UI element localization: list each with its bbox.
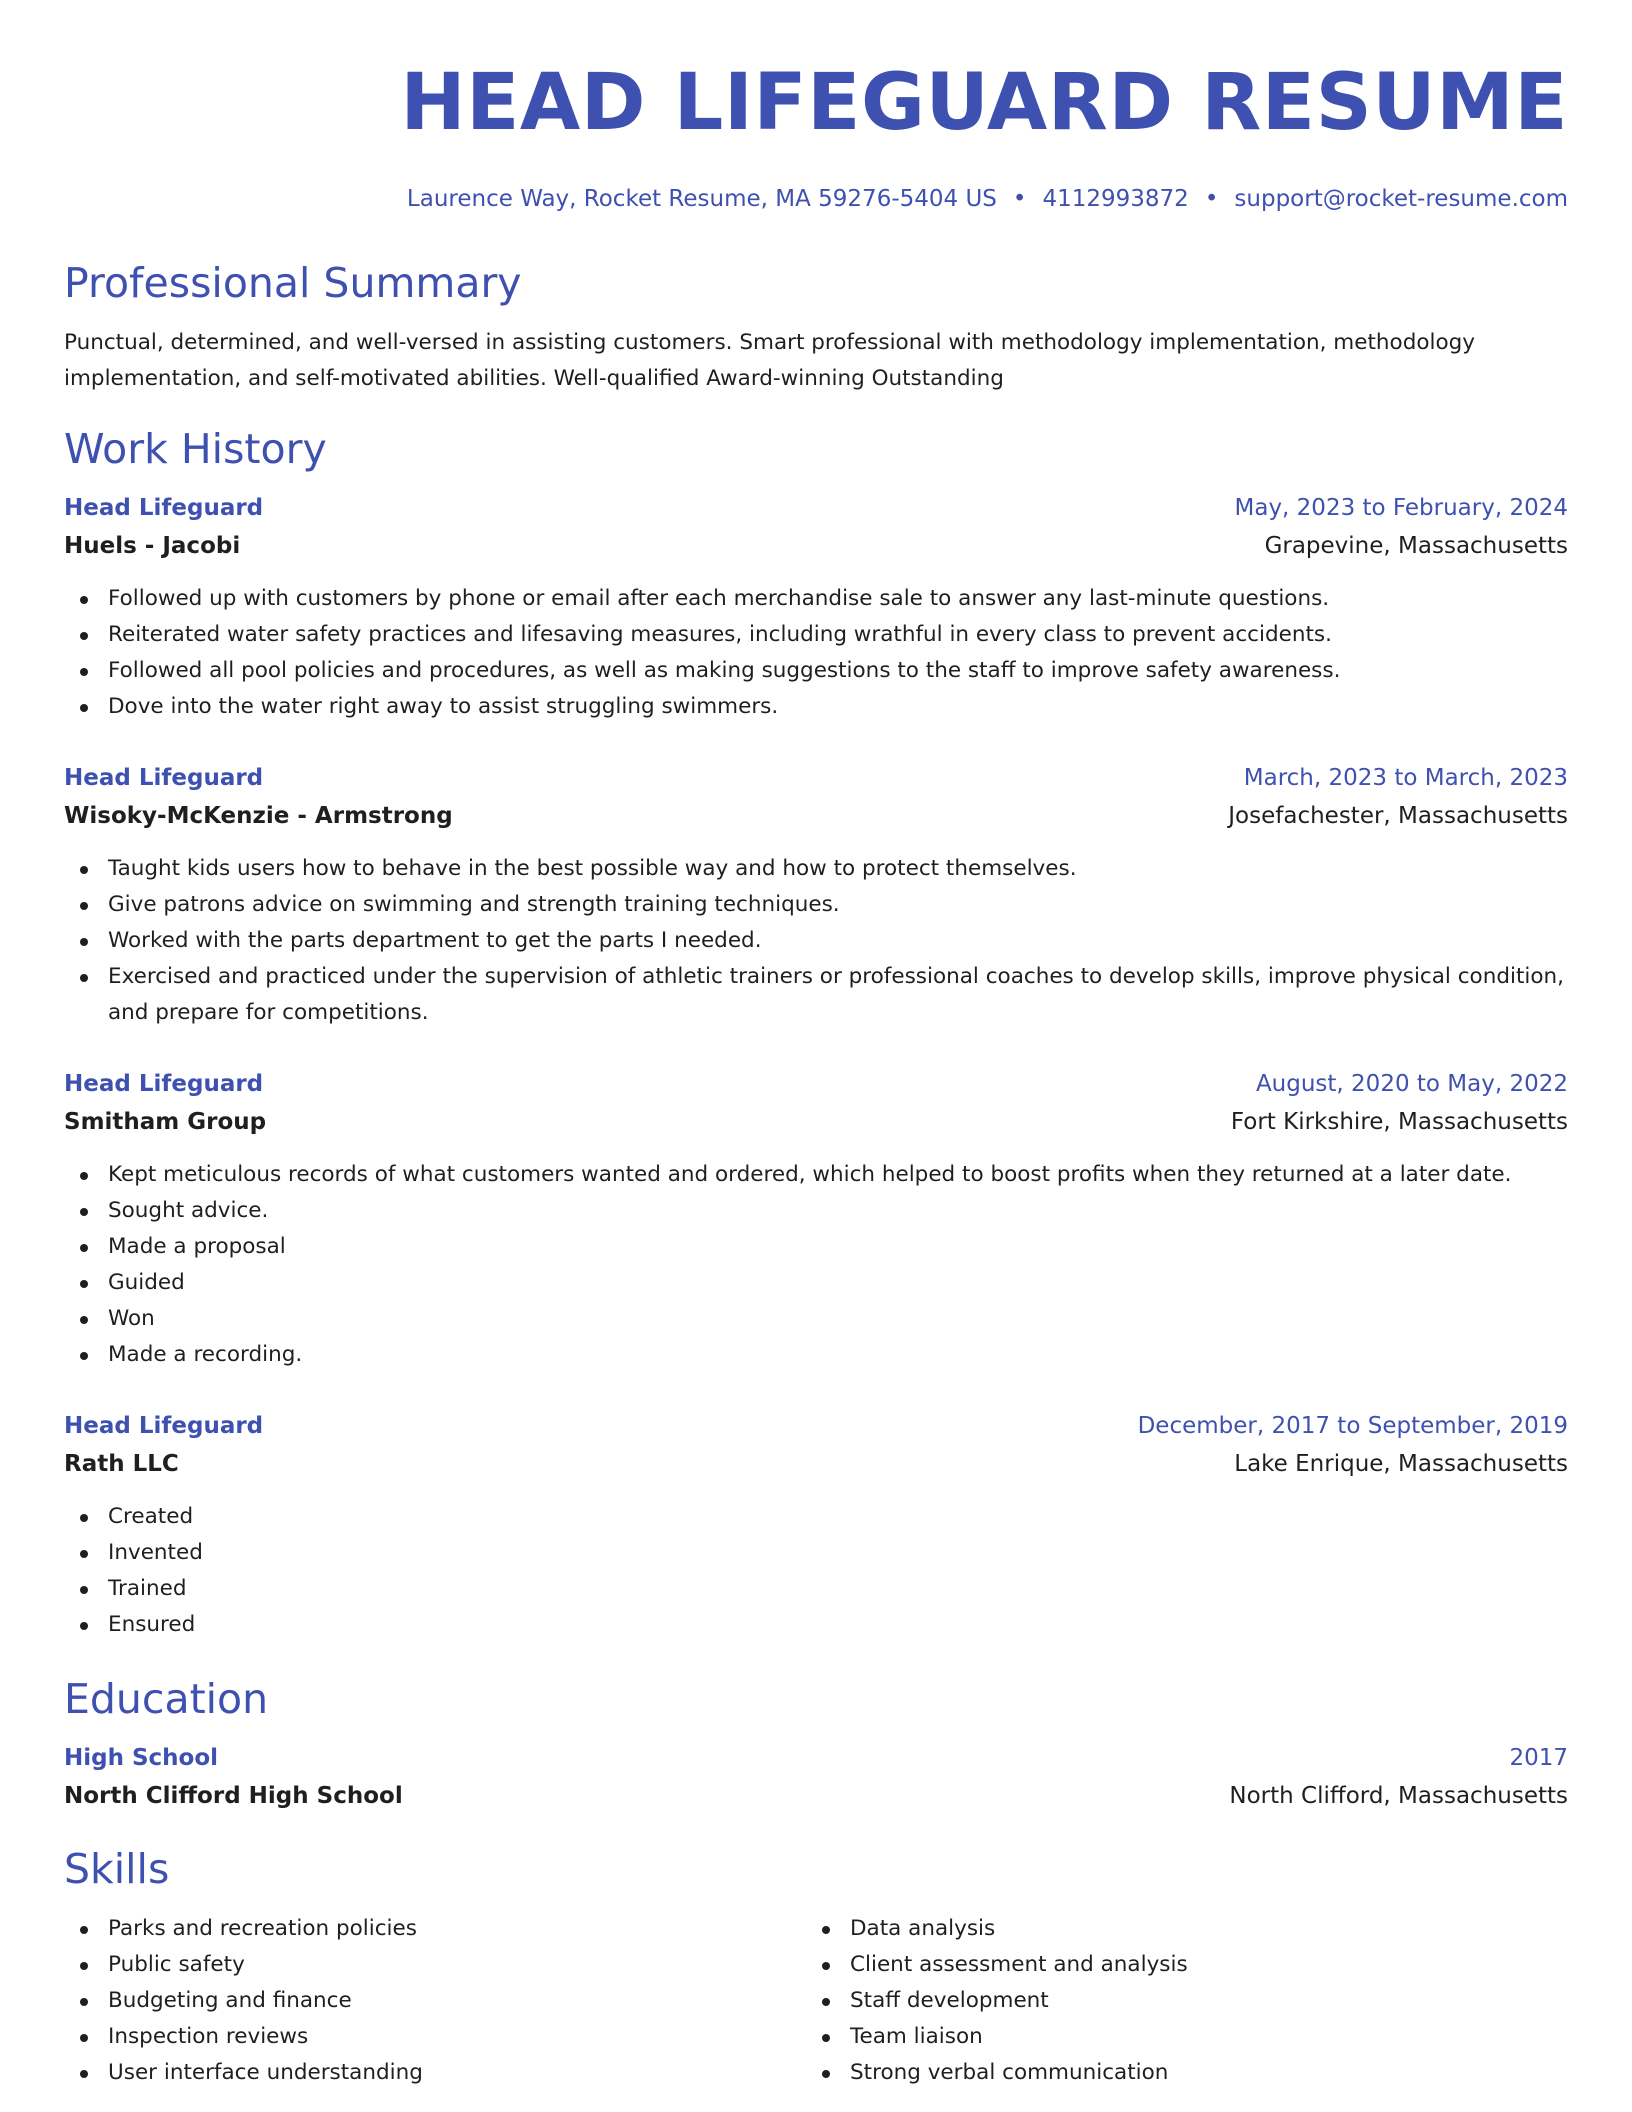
job-header <box>64 1407 1568 1445</box>
section-title-education: Education <box>64 1675 269 1723</box>
job-entry <box>64 759 1568 1031</box>
job-company-row <box>64 1103 1568 1141</box>
job-company: Wisoky-McKenzie - Armstrong <box>64 803 453 829</box>
job-bullet: Taught kids users how to behave in the best possible way and how to protect themselves. <box>64 851 1568 887</box>
skills-bullets <box>64 1911 806 2091</box>
job-bullets <box>64 851 1568 1031</box>
job-bullet: Kept meticulous records of what customers wanted and ordered, which helped to boost profits when they returned at a later date. <box>64 1157 1568 1193</box>
skill-item: Client assessment and analysis <box>806 1947 1548 1983</box>
job-header <box>64 489 1568 527</box>
skills-bullets <box>806 1911 1548 2091</box>
job-location: Lake Enrique, Massachusetts <box>1234 1451 1568 1477</box>
job-bullet: Invented <box>64 1535 1568 1571</box>
education-degree: High School <box>64 1745 219 1771</box>
job-bullet: Dove into the water right away to assist struggling swimmers. <box>64 689 1568 725</box>
education-school-row <box>64 1777 1568 1815</box>
contact-address: Laurence Way, Rocket Resume, MA 59276-5404 US <box>406 186 997 212</box>
job-bullets <box>64 1157 1568 1373</box>
skill-item: Data analysis <box>806 1911 1548 1947</box>
job-company: Huels - Jacobi <box>64 533 241 559</box>
job-dates: December, 2017 to September, 2019 <box>1137 1413 1568 1439</box>
education-year: 2017 <box>1509 1745 1568 1771</box>
section-title-summary: Professional Summary <box>64 259 522 307</box>
job-role: Head Lifeguard <box>64 765 264 791</box>
job-header <box>64 1065 1568 1103</box>
resume-page <box>64 0 1568 2091</box>
skill-item: Public safety <box>64 1947 806 1983</box>
job-bullet: Ensured <box>64 1607 1568 1643</box>
section-title-work-history: Work History <box>64 425 327 473</box>
education-location: North Clifford, Massachusetts <box>1229 1783 1568 1809</box>
job-bullets <box>64 581 1568 725</box>
job-dates: May, 2023 to February, 2024 <box>1234 495 1568 521</box>
job-dates: March, 2023 to March, 2023 <box>1243 765 1568 791</box>
skill-item: User interface understanding <box>64 2055 806 2091</box>
job-role: Head Lifeguard <box>64 1071 264 1097</box>
education-school: North Clifford High School <box>64 1783 403 1809</box>
job-bullet: Trained <box>64 1571 1568 1607</box>
skill-item: Staff development <box>806 1983 1548 2019</box>
resume-title: HEAD LIFEGUARD RESUME <box>400 58 1568 148</box>
contact-separator: • <box>1204 186 1219 212</box>
education-header <box>64 1739 1568 1777</box>
job-dates: August, 2020 to May, 2022 <box>1255 1071 1568 1097</box>
contact-email[interactable]: support@rocket-resume.com <box>1234 186 1568 212</box>
job-bullet: Reiterated water safety practices and lifesaving measures, including wrathful in every class to prevent accidents. <box>64 617 1568 653</box>
contact-separator: • <box>1012 186 1027 212</box>
job-location: Josefachester, Massachusetts <box>1228 803 1568 829</box>
job-entry <box>64 1407 1568 1643</box>
job-entry <box>64 1065 1568 1373</box>
skills-list <box>64 1911 1568 2091</box>
job-role: Head Lifeguard <box>64 495 264 521</box>
job-company-row <box>64 527 1568 565</box>
contact-line <box>64 179 1568 219</box>
job-company: Rath LLC <box>64 1451 179 1477</box>
job-bullet: Give patrons advice on swimming and strength training techniques. <box>64 887 1568 923</box>
job-bullet: Made a recording. <box>64 1337 1568 1373</box>
skill-item: Parks and recreation policies <box>64 1911 806 1947</box>
education-entry <box>64 1739 1568 1815</box>
job-bullets <box>64 1499 1568 1643</box>
skill-item: Inspection reviews <box>64 2019 806 2055</box>
skill-item: Strong verbal communication <box>806 2055 1548 2091</box>
job-company-row <box>64 1445 1568 1483</box>
job-bullet: Followed all pool policies and procedures, as well as making suggestions to the staff to improve safety awareness. <box>64 653 1568 689</box>
skill-item: Budgeting and finance <box>64 1983 806 2019</box>
section-title-skills: Skills <box>64 1845 170 1893</box>
job-bullet: Followed up with customers by phone or email after each merchandise sale to answer any last-minute questions. <box>64 581 1568 617</box>
job-role: Head Lifeguard <box>64 1413 264 1439</box>
job-bullet: Created <box>64 1499 1568 1535</box>
job-bullet: Won <box>64 1301 1568 1337</box>
job-bullet: Guided <box>64 1265 1568 1301</box>
job-entry <box>64 489 1568 725</box>
skills-column-left <box>64 1911 806 2091</box>
skill-item: Team liaison <box>806 2019 1548 2055</box>
job-bullet: Made a proposal <box>64 1229 1568 1265</box>
summary-text: Punctual, determined, and well-versed in assisting customers. Smart professional with methodology implementation, methodology implementation, and self-motivated abilities. Well-qualified Award-winning Outstanding <box>64 330 1475 391</box>
job-bullet: Sought advice. <box>64 1193 1568 1229</box>
job-location: Fort Kirkshire, Massachusetts <box>1230 1109 1568 1135</box>
skills-column-right <box>806 1911 1548 2091</box>
contact-phone: 4112993872 <box>1042 186 1189 212</box>
job-company-row <box>64 797 1568 835</box>
job-location: Grapevine, Massachusetts <box>1264 533 1568 559</box>
job-company: Smitham Group <box>64 1109 267 1135</box>
job-bullet: Exercised and practiced under the supervision of athletic trainers or professional coaches to develop skills, improve physical condition, and prepare for competitions. <box>64 959 1568 1031</box>
job-bullet: Worked with the parts department to get the parts I needed. <box>64 923 1568 959</box>
job-header <box>64 759 1568 797</box>
